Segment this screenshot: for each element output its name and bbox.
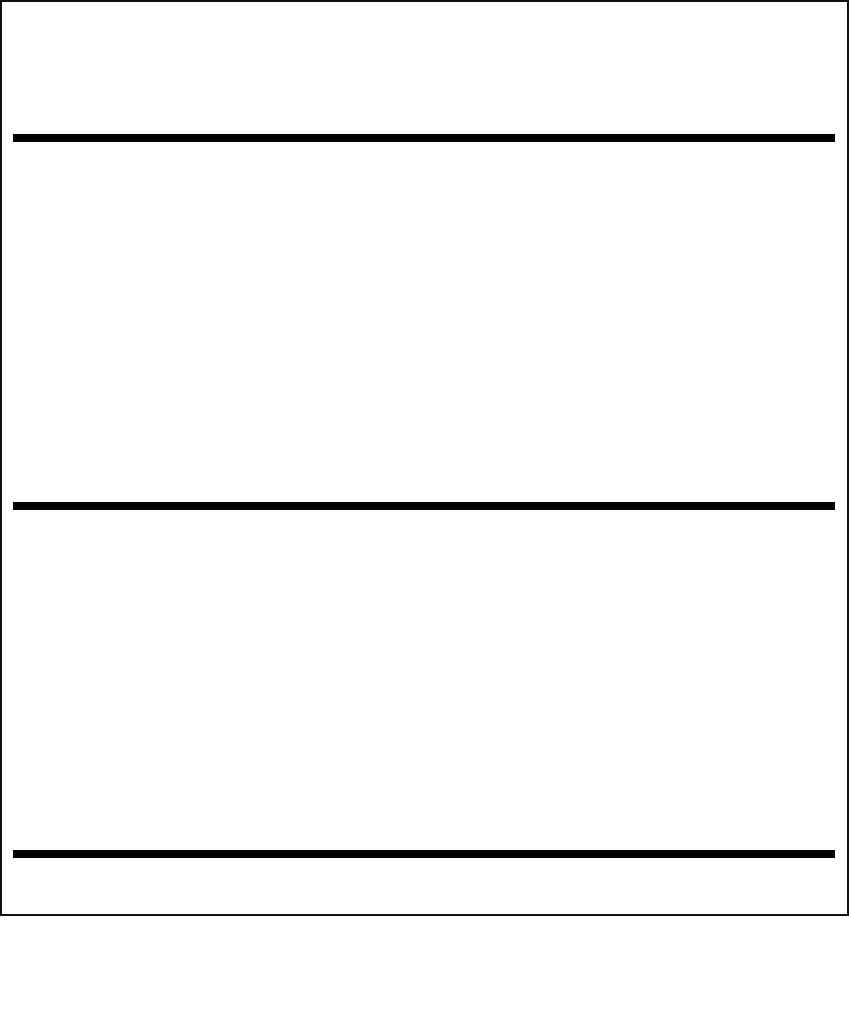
thick-divider-top [13,134,835,142]
thick-divider-middle [13,502,835,510]
thick-divider-bottom [13,850,835,858]
